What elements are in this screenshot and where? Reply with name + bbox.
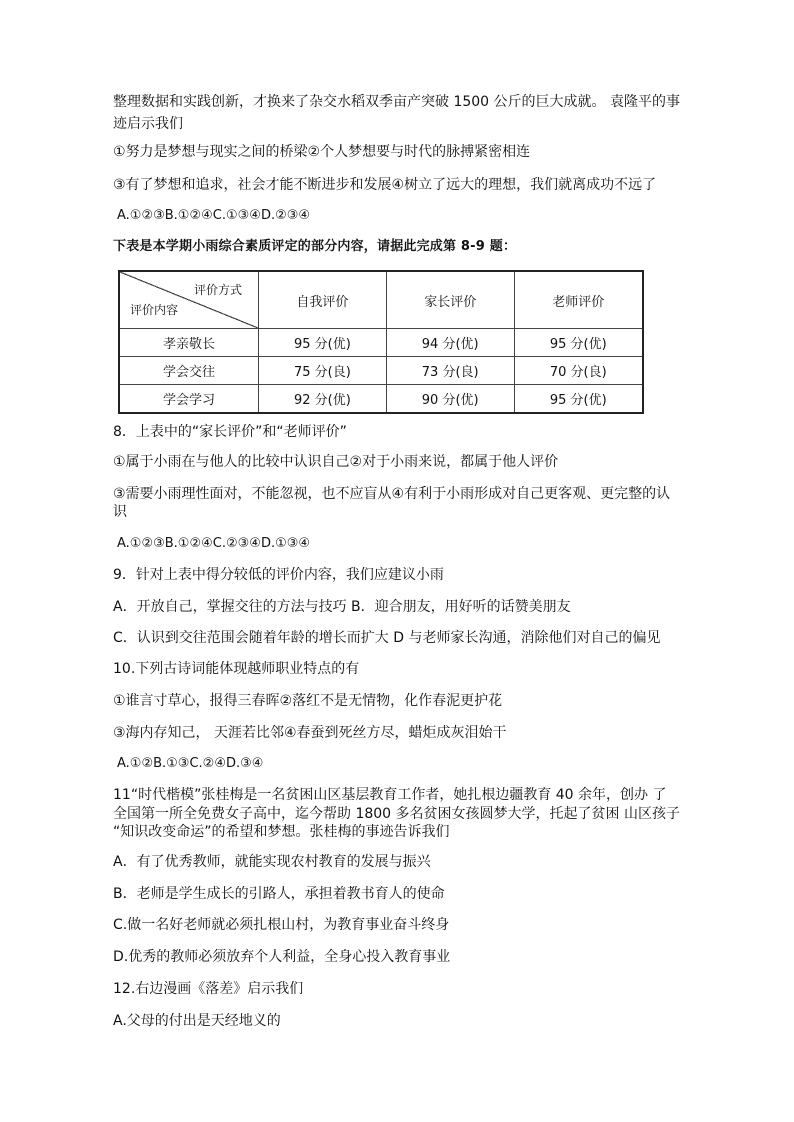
table-cell: 95 分(优): [514, 329, 643, 357]
option-line: A．有了优秀教师，就能实现农村教育的发展与振兴: [113, 854, 431, 870]
option-line: A.父母的付出是天经地义的: [113, 1013, 281, 1029]
table-cell: 70 分(良): [514, 357, 643, 385]
table-cell: 95 分(优): [259, 329, 387, 357]
table-header-row: [119, 271, 643, 329]
option-line: A．开放自己，掌握交往的方法与技巧 B．迎合朋友，用好听的话赞美朋友: [113, 599, 571, 615]
table-row: [119, 385, 643, 414]
statement-line-cont: 识: [113, 504, 127, 520]
question-9-stem: 9．针对上表中得分较低的评价内容，我们应建议小雨: [113, 567, 444, 583]
answer-options: A.①②B.①③C.②④D.③④: [117, 756, 264, 771]
question-12-stem: 12.右边漫画《落差》启示我们: [113, 981, 304, 997]
column-header: 老师评价: [514, 271, 643, 329]
statement-line: ①谁言寸草心，报得三春晖②落红不是无情物，化作春泥更护花: [113, 693, 503, 709]
row-label: 孝亲敬长: [119, 329, 259, 357]
question-11-stem: 全国第一所全免费女子高中，迄今帮助 1800 多名贫困女孩圆梦大学，托起了贫困 山区孩子: [113, 806, 680, 822]
question-10-stem: 10.下列古诗词能体现越师职业特点的有: [113, 661, 360, 677]
table-corner-cell: [119, 271, 259, 329]
question-8-stem: 8．上表中的“家长评价”和“老师评价”: [113, 424, 347, 440]
option-line: D.优秀的教师必须放弃个人利益，全身心投入教育事业: [113, 949, 451, 965]
table-cell: 90 分(优): [386, 385, 514, 414]
option-line: C．认识到交往范围会随着年龄的增长而扩大 D 与老师家长沟通，消除他们对自己的偏见: [113, 630, 661, 646]
row-label: 学会交往: [119, 357, 259, 385]
passage-line-2: 迹启示我们: [113, 116, 183, 132]
answer-options: A.①②③B.①②④C.②③④D.①③④: [117, 536, 311, 551]
option-line: C.做一名好老师就必须扎根山村，为教育事业奋斗终身: [113, 917, 450, 933]
corner-bottom-label: 评价内容: [130, 303, 179, 317]
column-header: 家长评价: [386, 271, 514, 329]
answer-options: A.①②③B.①②④C.①③④D.②③④: [117, 208, 311, 223]
table-cell: 94 分(优): [386, 329, 514, 357]
statement-line: ①努力是梦想与现实之间的桥梁②个人梦想要与时代的脉搏紧密相连: [113, 144, 531, 160]
table-cell: 92 分(优): [259, 385, 387, 414]
table-row: [119, 357, 643, 385]
statement-line: ③需要小雨理性面对，不能忽视，也不应盲从④有利于小雨形成对自己更客观、更完整的认: [113, 486, 671, 502]
corner-top-label: 评价方式: [193, 283, 242, 297]
statement-line: ①属于小雨在与他人的比较中认识自己②对于小雨来说，都属于他人评价: [113, 454, 559, 470]
evaluation-table: [118, 270, 644, 414]
table-row: [119, 329, 643, 357]
statement-line: ③有了梦想和追求，社会才能不断进步和发展④树立了远大的理想，我们就离成功不远了: [113, 177, 657, 193]
row-label: 学会学习: [119, 385, 259, 414]
option-line: B．老师是学生成长的引路人，承担着教书育人的使命: [113, 886, 445, 902]
question-11-stem: “知识改变命运”的希望和梦想。张桂梅的事迹告诉我们: [113, 824, 450, 840]
question-11-stem: 11“时代楷模”张桂梅是一名贫困山区基层教育工作者，她扎根边疆教育 40 余年，创办 了: [113, 787, 667, 803]
table-cell: 75 分(良): [259, 357, 387, 385]
table-cell: 95 分(优): [514, 385, 643, 414]
statement-line: ③海内存知己， 天涯若比邻④春蚕到死丝方尽，蜡炬成灰泪始干: [113, 725, 507, 741]
column-header: 自我评价: [259, 271, 387, 329]
table-cell: 73 分(良): [386, 357, 514, 385]
passage-line-1: 整理数据和实践创新，才换来了杂交水稻双季亩产突破 1500 公斤的巨大成就。 袁隆平的事: [113, 94, 680, 110]
table-intro: 下表是本学期小雨综合素质评定的部分内容，请据此完成第 8-9 题：: [113, 239, 517, 254]
